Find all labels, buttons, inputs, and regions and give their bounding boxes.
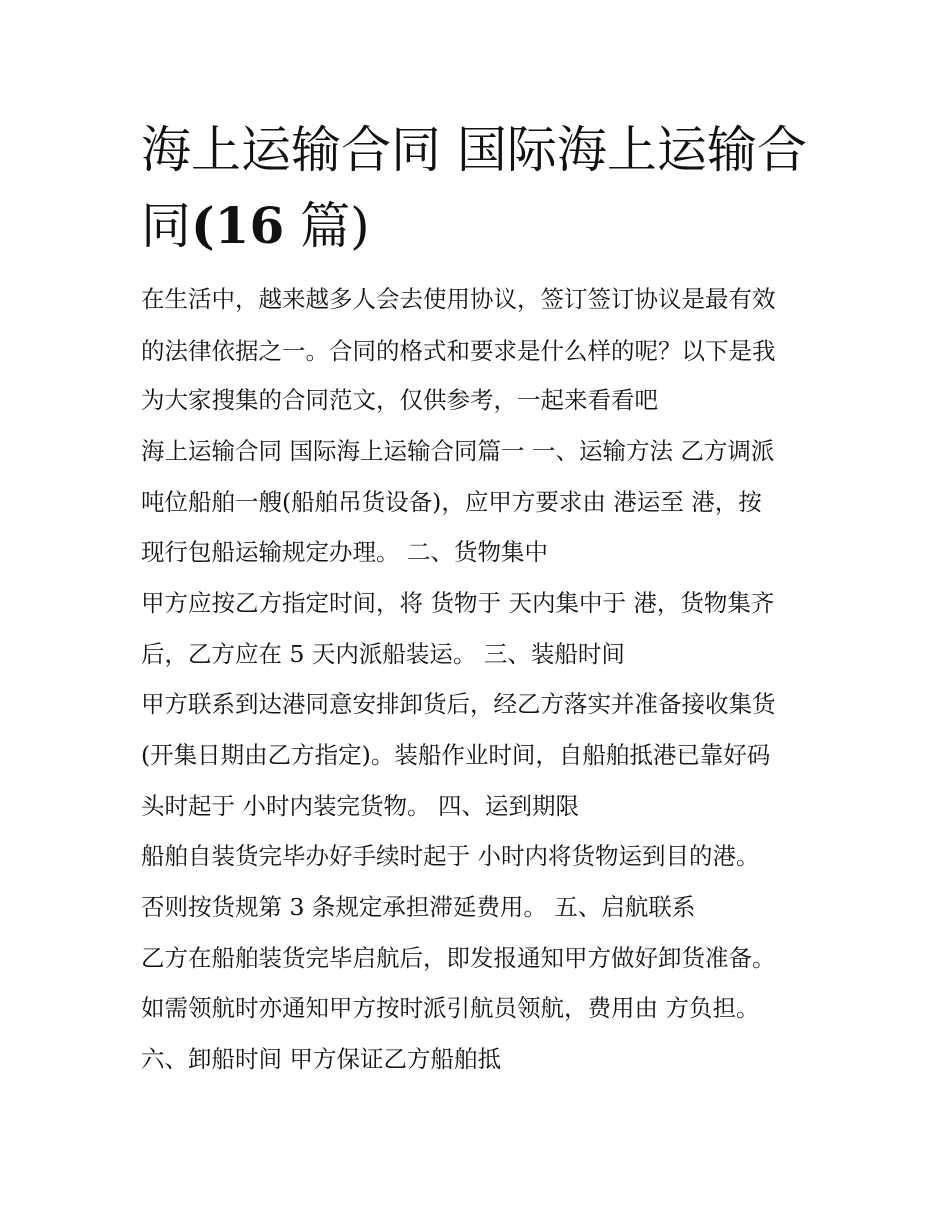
body-line-7: 甲方应按乙方指定时间，将 货物于 天内集中于 港，货物集齐 <box>141 589 775 617</box>
body-line-15: 如需领航时亦通知甲方按时派引航员领航，费用由 方负担。 <box>141 994 760 1022</box>
body-line-2: 的法律依据之一。合同的格式和要求是什么样的呢？以下是我 <box>141 337 776 365</box>
body-line-12: 船舶自装货完毕办好手续时起于 小时内将货物运到目的港。 <box>141 842 760 870</box>
body-line-16: 六、卸船时间 甲方保证乙方船舶抵 <box>141 1045 501 1073</box>
body-line-5: 吨位船舶一艘(船舶吊货设备)，应甲方要求由 港运至 港，按 <box>141 488 762 516</box>
body-line-4: 海上运输合同 国际海上运输合同篇一 一、运输方法 乙方调派 <box>141 437 775 465</box>
title-line-2-prefix: 同 <box>141 197 191 255</box>
body-line-11: 头时起于 小时内装完货物。 四、运到期限 <box>141 792 579 820</box>
body-line-3: 为大家搜集的合同范文，仅供参考，一起来看看吧 <box>141 386 658 414</box>
body-line-9: 甲方联系到达港同意安排卸货后，经乙方落实并准备接收集货 <box>141 690 776 718</box>
body-line-8: 后，乙方应在 5 天内派船装运。 三、装船时间 <box>141 640 625 668</box>
document-title <box>141 112 821 264</box>
title-line-2-suffix: 篇) <box>284 197 370 255</box>
body-line-10: (开集日期由乙方指定)。装船作业时间，自船舶抵港已靠好码 <box>141 741 771 769</box>
title-count-bold: (16 <box>191 196 285 255</box>
body-line-6: 现行包船运输规定办理。 二、货物集中 <box>141 538 548 566</box>
body-line-1: 在生活中，越来越多人会去使用协议，签订签订协议是最有效 <box>141 285 776 313</box>
body-line-14: 乙方在船舶装货完毕启航后，即发报通知甲方做好卸货准备。 <box>141 944 776 972</box>
title-line-1: 海上运输合同 国际海上运输合 <box>141 121 807 179</box>
body-line-13: 否则按货规第 3 条规定承担滞延费用。 五、启航联系 <box>141 893 696 921</box>
